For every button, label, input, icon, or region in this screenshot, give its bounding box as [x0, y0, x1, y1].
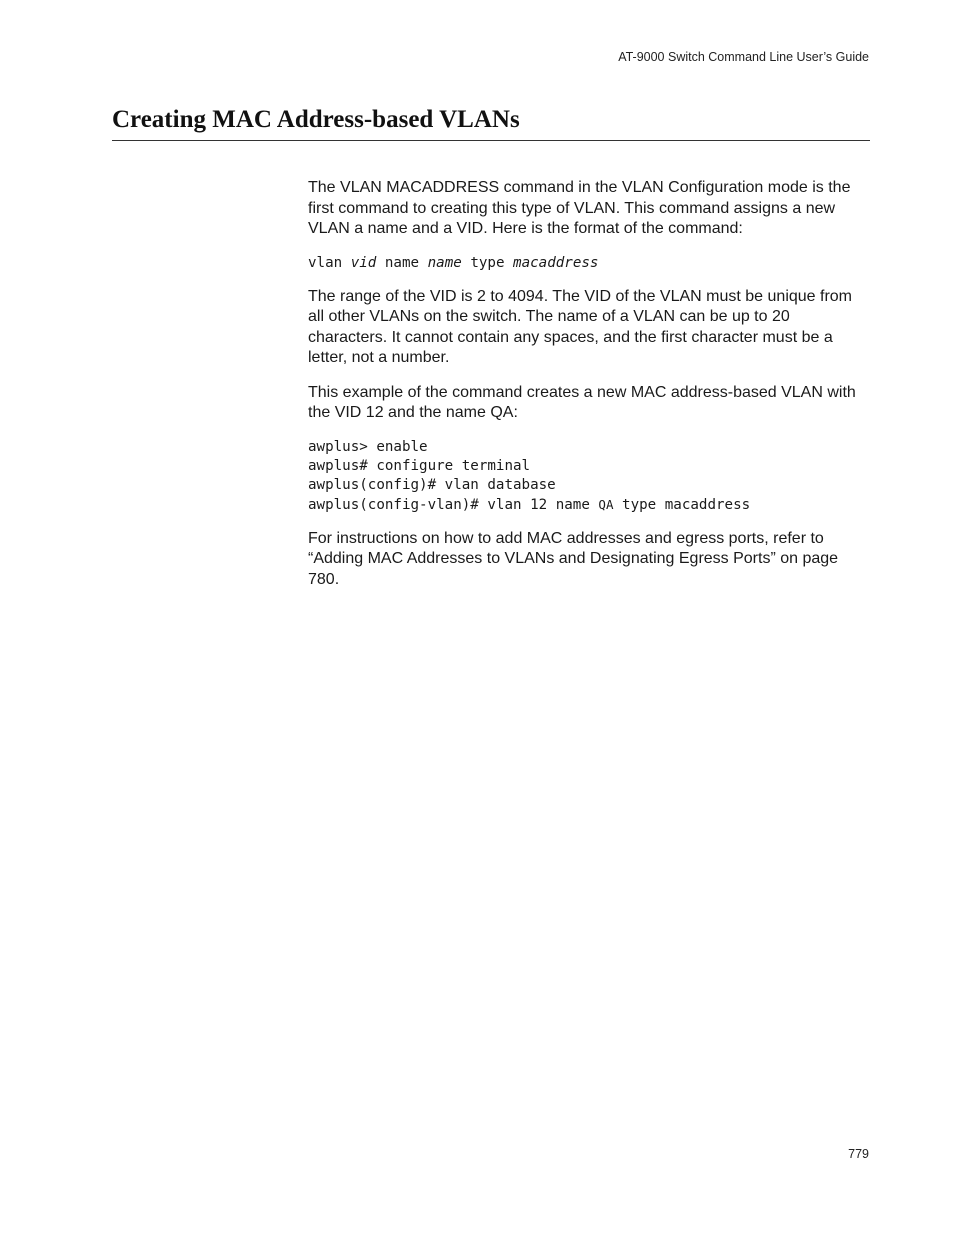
example-paragraph: This example of the command creates a new MAC address-based VLAN with the VID 12 and the name QA: [308, 383, 856, 421]
command-line-4-prefix: awplus(config-vlan)# vlan 12 name [308, 496, 590, 513]
command-line-4-suffix: type macaddress [622, 496, 751, 513]
syntax-arg-name: name [427, 254, 462, 271]
running-header: AT-9000 Switch Command Line User’s Guide [618, 50, 869, 64]
command-line-3: awplus(config)# vlan database [308, 476, 556, 493]
intro-paragraph: The VLAN MACADDRESS command in the VLAN Configuration mode is the first command to creating this type of VLAN. This command assigns a new VLAN a name and a VID. Here is the format of the command: [308, 179, 851, 237]
command-line-4 [308, 497, 750, 513]
body-column [308, 178, 870, 604]
title-rule [112, 140, 870, 141]
command-line-2: awplus# configure terminal [308, 457, 531, 474]
command-line-4-vlan-name: QA [598, 496, 614, 512]
example-commands [308, 438, 870, 515]
page-number: 779 [848, 1147, 869, 1161]
syntax-keyword-type: type [470, 254, 505, 271]
syntax-keyword-vlan: vlan [308, 254, 343, 271]
command-syntax [308, 254, 870, 273]
range-paragraph: The range of the VID is 2 to 4094. The VID of the VLAN must be unique from all other VLANs on the switch. The name of a VLAN can be up to 20 characters. It cannot contain any spaces, and the first character must be a letter, not a number. [308, 287, 853, 366]
syntax-arg-vid: vid [350, 254, 377, 271]
syntax-arg-macaddress: macaddress [513, 254, 599, 271]
section-title: Creating MAC Address-based VLANs [112, 106, 520, 133]
reference-paragraph: For instructions on how to add MAC addresses and egress ports, refer to “Adding MAC Addresses to VLANs and Designating Egress Ports” on page 780. [308, 529, 839, 588]
command-line-1: awplus> enable [308, 438, 428, 455]
syntax-keyword-name: name [384, 254, 420, 271]
